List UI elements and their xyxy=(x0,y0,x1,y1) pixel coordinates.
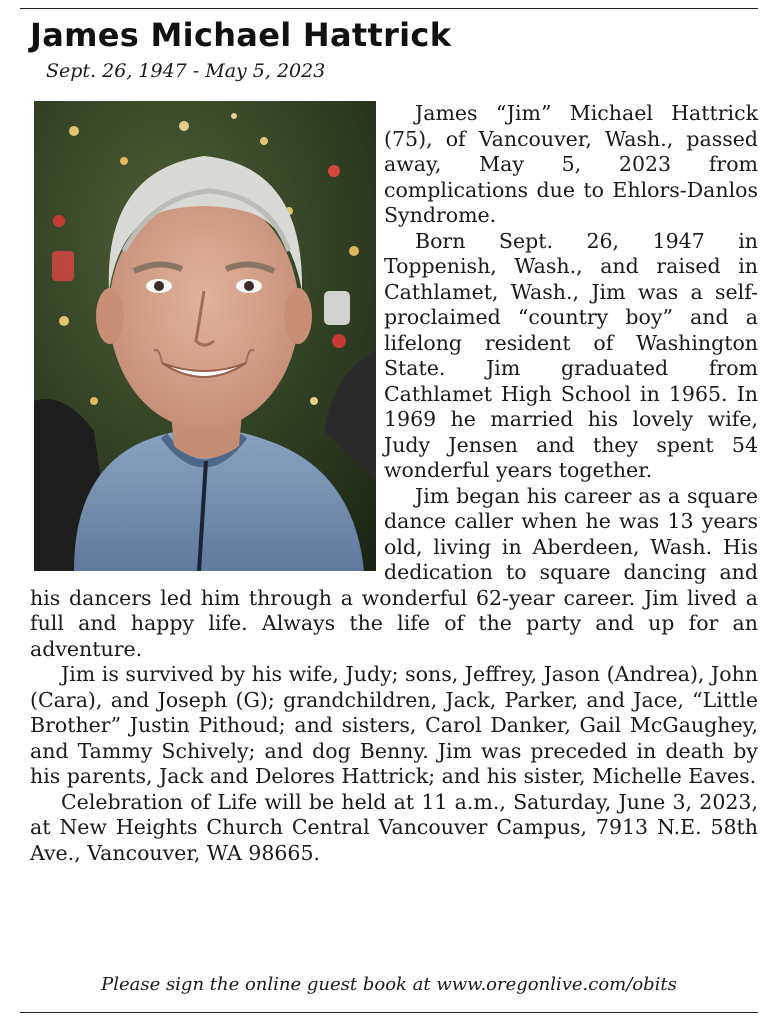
paragraph-intro: James “Jim” Michael Hattrick (75), of Vancouver, Wash., passed away, May 5, 2023 from complications due to Ehlors-Danlos Syndrome. xyxy=(384,101,758,227)
paragraph-service: Celebration of Life will be held at 11 a.m., Saturday, June 3, 2023, at New Heights Church Central Vancouver Campus, 7913 N.E. 58th Ave., Vancouver, WA 98665. xyxy=(30,789,758,865)
paragraph-career: Jim began his career as a square dance caller when he was 13 years old, living in Aberdeen, Wash. His dedication to square dancing and his dancers led him through a wonderful 62-year career. Jim lived a full and happy life. Always the life of the party and up for an adventure. xyxy=(30,483,758,661)
obituary-body xyxy=(30,101,758,866)
paragraph-survivors: Jim is survived by his wife, Judy; sons, Jeffrey, Jason (Andrea), John (Cara), and Joseph (G); grandchildren, Jack, Parker, and Jace, “Little Brother” Justin Pithoud; and sisters, Carol Danker, Gail McGaughey, and Tammy Schively; and dog Benny. Jim was preceded in death by his parents, Jack and Delores Hattrick; and his sister, Michelle Eaves. xyxy=(30,662,758,788)
obituary-name: James Michael Hattrick xyxy=(30,16,452,54)
photo-wrap-spacer xyxy=(30,101,384,585)
guest-book-note: Please sign the online guest book at www.oregonlive.com/obits xyxy=(101,974,677,995)
top-rule xyxy=(20,8,758,9)
life-dates: Sept. 26, 1947 - May 5, 2023 xyxy=(46,60,326,82)
bottom-rule xyxy=(20,1012,758,1013)
paragraph-early-life: Born Sept. 26, 1947 in Toppenish, Wash., and raised in Cathlamet, Wash., Jim was a self-proclaimed “country boy” and a lifelong resident of Washington State. Jim graduated from Cathlamet High School in 1965. In 1969 he married his lovely wife, Judy Jensen and they spent 54 wonderful years together. xyxy=(384,228,758,482)
